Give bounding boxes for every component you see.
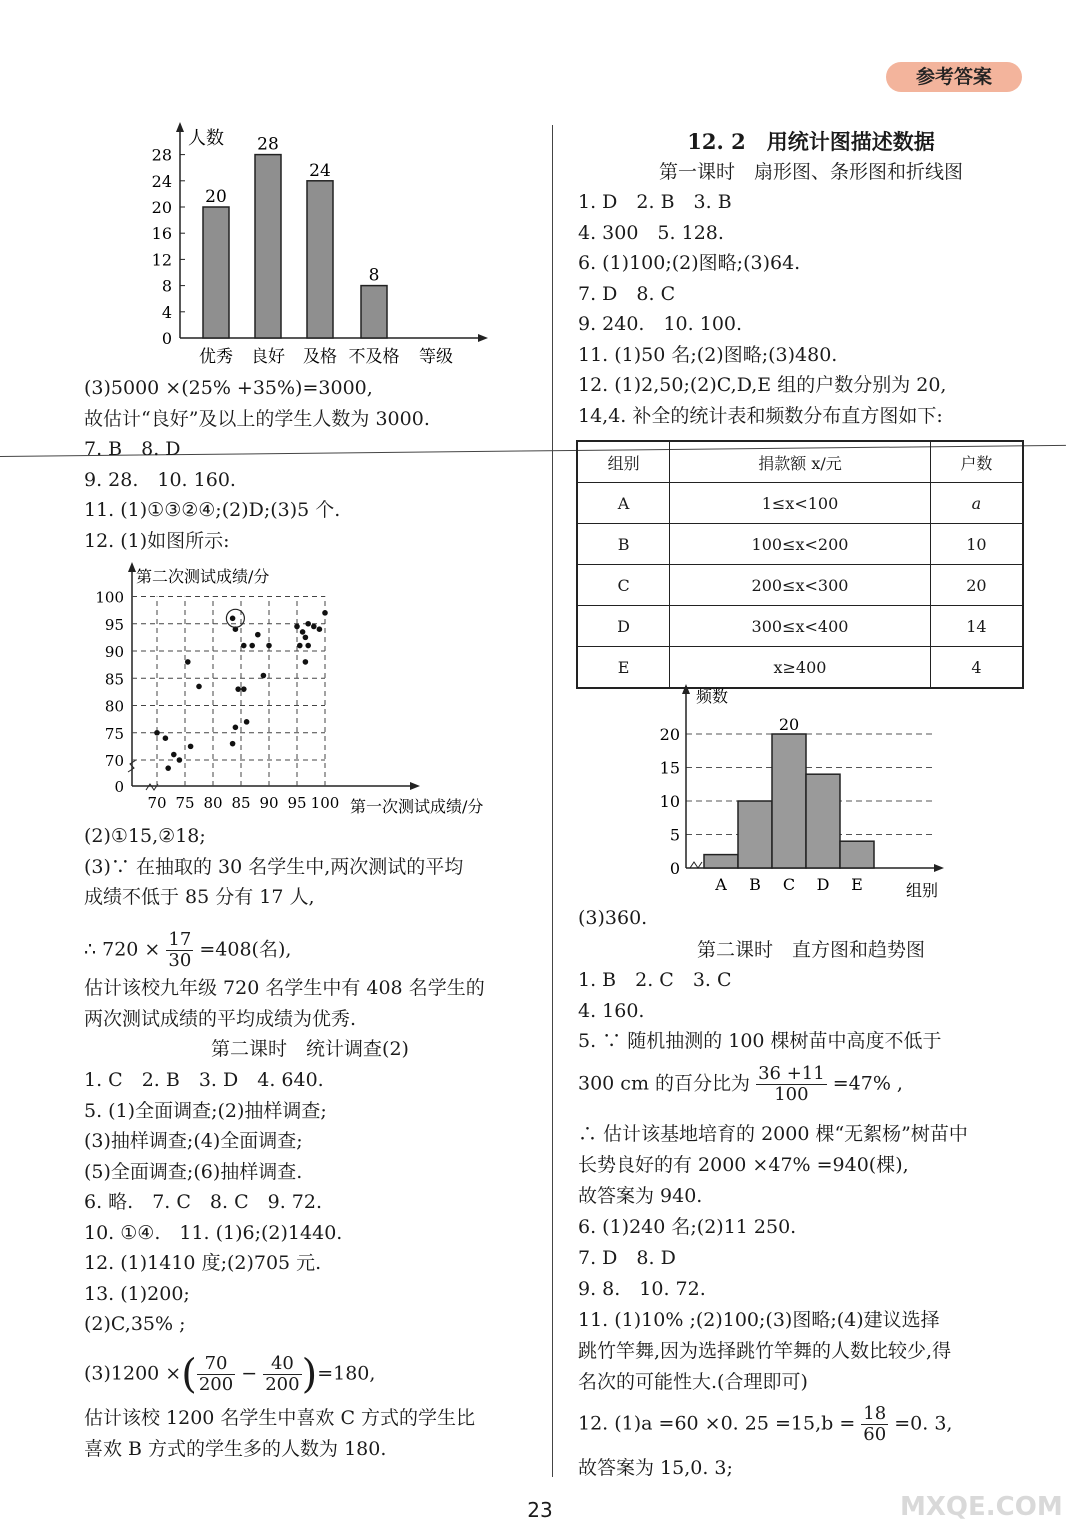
answer-line: 1. B 2. C 3. C xyxy=(578,969,732,991)
scatter-point xyxy=(230,616,236,622)
x-category-label: D xyxy=(816,875,830,894)
x-category-label: 不及格 xyxy=(348,347,400,367)
answer-line: 7. D 8. D xyxy=(578,1247,676,1269)
x-tick-label: 90 xyxy=(259,794,279,812)
answer-key-tag: 参考答案 xyxy=(886,62,1022,92)
answer-line: 12. (1)2,50;(2)C,D,E 组的户数分别为 20, xyxy=(578,374,947,396)
y-tick-label: 20 xyxy=(659,725,680,744)
scatter-point xyxy=(303,635,309,641)
table-cell: C xyxy=(577,565,670,606)
bar-chart-grades xyxy=(140,122,600,372)
answer-line: 11. (1)①③②④;(2)D;(3)5 个. xyxy=(84,499,341,521)
histogram-bar xyxy=(738,801,772,868)
table-cell: 20 xyxy=(930,565,1023,606)
x-tick-label: 95 xyxy=(287,794,307,812)
y-tick-label: 0 xyxy=(669,859,680,878)
scatter-point xyxy=(241,686,247,692)
x-tick-label: 80 xyxy=(203,794,223,812)
table-cell: A xyxy=(577,483,670,524)
table-row xyxy=(577,606,1023,647)
scatter-point xyxy=(311,624,317,630)
y-tick-label: 24 xyxy=(151,171,172,191)
scatter-point xyxy=(297,643,303,649)
bar-value-label: 20 xyxy=(778,715,800,734)
answer-line: 9. 240. 10. 100. xyxy=(578,313,743,335)
watermark-text: MXQE.COM xyxy=(900,1492,1063,1522)
y-axis-label: 人数 xyxy=(188,128,224,149)
table-row xyxy=(577,565,1023,606)
answer-line: 11. (1)50 名;(2)图略;(3)480. xyxy=(578,343,838,366)
x-category-label: C xyxy=(782,875,796,894)
x-category-label: 及格 xyxy=(303,347,337,367)
answer-line: 两次测试成绩的平均成绩为优秀. xyxy=(84,1007,357,1030)
table-row xyxy=(577,483,1023,524)
answer-line: 9. 28. 10. 160. xyxy=(84,468,236,491)
x-category-label: B xyxy=(749,875,761,894)
y-tick-label: 16 xyxy=(151,224,172,244)
answer-line: 故估计“良好”及以上的学生人数为 3000. xyxy=(84,407,430,430)
table-header: 户数 xyxy=(930,441,1023,483)
y-tick-label: 90 xyxy=(104,643,124,661)
answer-last: 故答案为 15,0. 3; xyxy=(578,1457,733,1479)
table-cell: x≥400 xyxy=(670,647,931,689)
table-header: 捐款额 x/元 xyxy=(670,441,931,483)
answer-line: (3)抽样调查;(4)全面调查; xyxy=(84,1130,303,1152)
bar xyxy=(361,286,387,338)
answer-line: 14,4. 补全的统计表和频数分布直方图如下: xyxy=(578,404,943,427)
histogram-bar xyxy=(772,734,806,868)
calc-47-percent: 300 cm 的百分比为 $\frac{36 +11}{100}$ =47% , xyxy=(578,1063,903,1105)
scatter-point xyxy=(305,621,311,627)
y-tick-label: 85 xyxy=(104,670,124,689)
answer-line: 9. 8. 10. 72. xyxy=(578,1278,706,1300)
axis-break-x xyxy=(690,862,702,868)
answer-line: 12. (1)如图所示: xyxy=(84,529,230,552)
y-tick-label: 75 xyxy=(104,724,124,743)
x-category-label: 优秀 xyxy=(199,347,233,367)
y-tick-label: 80 xyxy=(104,697,124,716)
scatter-point xyxy=(317,626,323,632)
answer-line: 成绩不低于 85 分有 17 人, xyxy=(84,886,315,908)
answer-360: (3)360. xyxy=(578,907,648,929)
scatter-point xyxy=(230,741,236,747)
y-tick-label: 70 xyxy=(104,752,124,770)
table-cell: 300≤x<400 xyxy=(670,606,931,647)
bar-value-label: 20 xyxy=(205,187,227,207)
answer-line: 1. D 2. B 3. B xyxy=(578,191,732,213)
bar-value-label: 24 xyxy=(309,160,331,181)
table-cell: 200≤x<300 xyxy=(670,565,931,606)
x-category-label: A xyxy=(715,875,727,894)
answer-line: (5)全面调查;(6)抽样调查. xyxy=(84,1160,303,1183)
histogram-bar xyxy=(840,841,874,868)
answer-line: 6. 略. 7. C 8. C 9. 72. xyxy=(84,1191,323,1213)
scatter-point xyxy=(235,686,241,692)
scatter-point xyxy=(171,752,177,758)
answer-line: 估计该校 1200 名学生中喜欢 C 方式的学生比 xyxy=(84,1407,476,1429)
axis-break-x xyxy=(146,784,158,790)
table-cell: D xyxy=(577,606,670,647)
scatter-point xyxy=(249,643,255,649)
scatter-point xyxy=(188,744,194,750)
y-axis-label: 第二次测试成绩/分 xyxy=(136,567,270,586)
x-axis-label: 等级 xyxy=(419,347,453,367)
table-cell: B xyxy=(577,524,670,565)
y-axis-label: 频数 xyxy=(696,687,729,706)
y-tick-label: 8 xyxy=(161,276,172,296)
scatter-chart-scores xyxy=(80,560,540,820)
scatter-point xyxy=(322,610,328,616)
table-cell: E xyxy=(577,647,670,689)
y-tick-label: 95 xyxy=(104,615,124,634)
x-axis-arrow xyxy=(934,864,944,872)
section-title-survey: 第二课时 统计调查(2) xyxy=(211,1038,409,1060)
y-tick-label: 100 xyxy=(95,588,124,607)
histogram-bar xyxy=(806,774,840,868)
answer-line: 跳竹竿舞,因为选择跳竹竿舞的人数比较少,得 xyxy=(578,1340,952,1362)
answer-line: 12. (1)1410 度;(2)705 元. xyxy=(84,1252,322,1274)
y-tick-label: 15 xyxy=(659,758,680,778)
calc-ab: 12. (1)a =60 ×0. 25 =15,b = $\frac{18}{60}$ =0. 3, xyxy=(578,1403,953,1445)
histogram-bar xyxy=(704,855,738,868)
table-cell: 14 xyxy=(930,606,1023,647)
y-tick-label: 12 xyxy=(151,250,172,270)
calc-180: (3)1200 ×( $\frac{70}{200}$ − $\frac{40}{200}$ )=180, xyxy=(84,1351,376,1398)
scatter-point xyxy=(196,684,202,690)
scatter-point xyxy=(177,757,183,763)
answer-line: 1. C 2. B 3. D 4. 640. xyxy=(84,1069,324,1091)
x-axis-arrow xyxy=(478,334,488,342)
scatter-point xyxy=(261,673,267,679)
answer-line: 7. D 8. C xyxy=(578,282,676,305)
scatter-point xyxy=(163,735,169,741)
y-tick-label: 10 xyxy=(659,792,680,811)
bar xyxy=(255,155,281,338)
answer-line: 估计该校九年级 720 名学生中有 408 名学生的 xyxy=(84,977,485,999)
answer-line: 7. B 8. D xyxy=(84,438,181,460)
y-axis-arrow xyxy=(682,684,690,694)
y-tick-label: 28 xyxy=(151,145,172,165)
bar xyxy=(307,181,333,338)
y-tick-label: 5 xyxy=(669,825,680,845)
x-axis-label: 第一次测试成绩/分 xyxy=(350,797,484,816)
table-cell: 100≤x<200 xyxy=(670,524,931,565)
answer-line: 故答案为 940. xyxy=(578,1185,703,1207)
bar-value-label: 8 xyxy=(368,265,380,286)
answer-line: 4. 160. xyxy=(578,999,645,1022)
answer-line: (3)∵ 在抽取的 30 名学生中,两次测试的平均 xyxy=(84,855,464,878)
x-category-label: 良好 xyxy=(251,347,285,367)
y-tick-label: 4 xyxy=(161,302,172,322)
lesson-title-1: 第一课时 扇形图、条形图和折线图 xyxy=(658,161,963,183)
x-tick-label: 75 xyxy=(175,794,195,812)
answer-line: (3)5000 ×(25% +35%)=3000, xyxy=(84,377,373,399)
table-header-row xyxy=(577,441,1023,483)
y-tick-label: 0 xyxy=(114,778,124,796)
answer-line: 6. (1)100;(2)图略;(3)64. xyxy=(578,252,801,274)
scatter-point xyxy=(244,719,250,725)
calc-408: ∴ 720 × $\frac{17}{30}$ =408(名), xyxy=(84,929,292,971)
scatter-point xyxy=(300,629,306,635)
answer-line: (2)①15,②18; xyxy=(84,825,206,847)
bar xyxy=(203,207,229,338)
answer-line: 10. ①④. 11. (1)6;(2)1440. xyxy=(84,1221,343,1244)
answer-line: 喜欢 B 方式的学生多的人数为 180. xyxy=(84,1438,387,1460)
histogram-groups xyxy=(636,682,1036,902)
bar-value-label: 28 xyxy=(257,134,279,155)
table-cell: 4 xyxy=(930,647,1023,689)
scatter-point xyxy=(294,624,300,630)
table-row xyxy=(577,524,1023,565)
x-tick-label: 70 xyxy=(147,794,167,812)
x-tick-label: 100 xyxy=(310,794,340,812)
scatter-point xyxy=(241,643,247,649)
table-cell: a xyxy=(930,483,1023,524)
table-cell: 1≤x<100 xyxy=(670,483,931,524)
x-axis-arrow xyxy=(410,782,420,790)
y-tick-label: 20 xyxy=(151,198,172,217)
y-axis-arrow xyxy=(128,562,136,572)
answer-line: 4. 300 5. 128. xyxy=(578,221,724,244)
scatter-point xyxy=(303,659,309,665)
y-tick-label: 0 xyxy=(161,329,172,348)
scatter-point xyxy=(266,643,272,649)
scatter-point xyxy=(165,765,171,771)
answer-line: 6. (1)240 名;(2)11 250. xyxy=(578,1216,797,1238)
x-category-label: E xyxy=(851,875,863,894)
section-title-12-2: 12. 2 用统计图描述数据 xyxy=(687,129,935,154)
answer-line: (2)C,35% ; xyxy=(84,1313,186,1335)
page-number: 23 xyxy=(527,1498,553,1522)
scatter-point xyxy=(185,659,191,665)
answer-line: ∴ 估计该基地培育的 2000 棵“无絮杨”树苗中 xyxy=(578,1123,968,1145)
scatter-point xyxy=(255,632,261,638)
scatter-point xyxy=(305,643,311,649)
scatter-point xyxy=(233,725,239,731)
answer-line: 11. (1)10% ;(2)100;(3)图略;(4)建议选择 xyxy=(578,1309,940,1331)
x-axis-label: 组别 xyxy=(905,881,939,900)
answer-line: 名次的可能性大.(合理即可) xyxy=(578,1371,808,1393)
x-tick-label: 85 xyxy=(231,794,251,812)
scatter-point xyxy=(154,730,160,736)
lesson-title-2: 第二课时 直方图和趋势图 xyxy=(696,939,925,961)
answer-line: 5. (1)全面调查;(2)抽样调查; xyxy=(84,1099,327,1122)
table-header: 组别 xyxy=(577,441,670,483)
y-axis-arrow xyxy=(176,122,184,132)
table-cell: 10 xyxy=(930,524,1023,565)
answer-line: 5. ∵ 随机抽测的 100 棵树苗中高度不低于 xyxy=(578,1030,942,1052)
answer-line: 13. (1)200; xyxy=(84,1282,190,1305)
donation-table xyxy=(576,440,1024,689)
answer-line: 长势良好的有 2000 ×47% =940(棵), xyxy=(578,1154,909,1176)
